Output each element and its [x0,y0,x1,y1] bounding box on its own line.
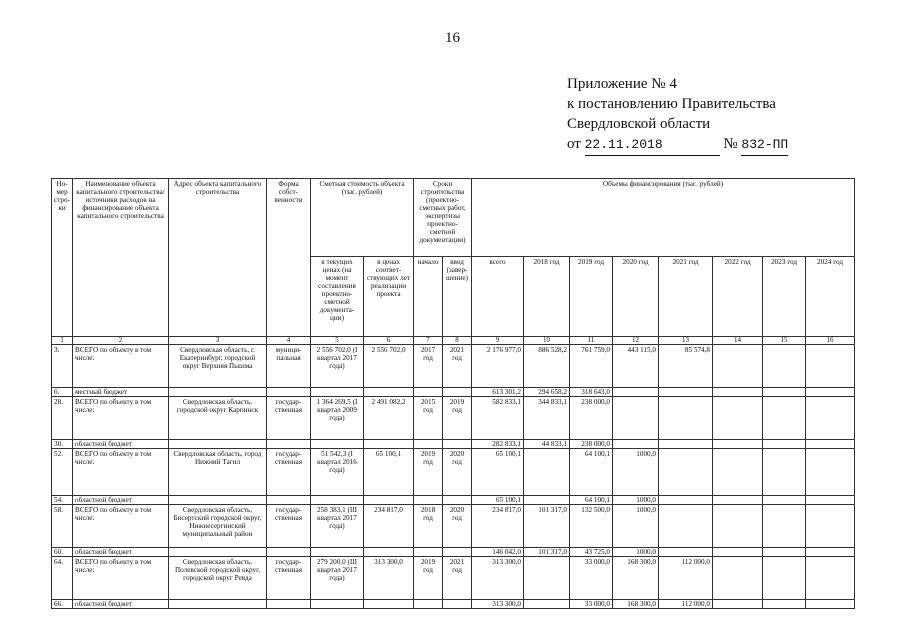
cell-volume-2018 [524,496,570,505]
cell-volume-total: 282 833,1 [472,440,524,449]
cell-volume-2024 [806,345,855,388]
appendix-date-line [567,134,788,156]
cell-volume-2019: 238 000,0 [570,397,613,440]
cell-volume-total: 234 817,0 [472,505,524,548]
header-row-number: Но-мер стро-ки [52,179,73,337]
column-number-cell: 12 [613,337,659,345]
cell-volume-2019: 318 643,0 [570,388,613,397]
cell-term-end [443,600,472,609]
cell-volume-2018 [524,600,570,609]
cell-volume-2022 [713,449,763,496]
cell-term-start: 2019 год [414,557,443,600]
header-year-2018: 2018 год [524,257,570,337]
cell-volume-2018 [524,449,570,496]
budget-source-row [52,600,855,609]
cell-volume-total: 313 300,0 [472,557,524,600]
cell-volume-2024 [806,548,855,557]
column-number-cell: 15 [763,337,806,345]
cell-row-number: 58. [52,505,73,548]
cell-row-number: 30. [52,440,73,449]
column-number-cell: 5 [311,337,364,345]
column-number-cell: 6 [364,337,414,345]
cell-row-number: 64. [52,557,73,600]
cell-cost-realization [364,496,414,505]
cell-volume-2021: 85 574,8 [659,345,713,388]
cell-row-number: 6. [52,388,73,397]
cell-object-address [169,496,267,505]
cell-object-name: ВСЕГО по объекту в том числе: [73,345,169,388]
column-number-cell: 3 [169,337,267,345]
cell-volume-2024 [806,397,855,440]
budget-source-row [52,496,855,505]
cell-volume-2023 [763,600,806,609]
column-number-cell: 9 [472,337,524,345]
cell-volume-2021: 112 000,0 [659,557,713,600]
cell-cost-current [311,600,364,609]
cell-volume-2023 [763,440,806,449]
object-total-row [52,557,855,600]
header-volume-total: всего [472,257,524,337]
header-term-start: начало [414,257,443,337]
cell-object-name: местный бюджет [73,388,169,397]
cell-volume-2022 [713,496,763,505]
cell-ownership: государ-ственная [267,397,311,440]
cell-volume-2021 [659,496,713,505]
cell-volume-2024 [806,557,855,600]
cell-cost-realization: 2 556 702,0 [364,345,414,388]
cell-term-end: 2019 год [443,397,472,440]
cell-object-address [169,440,267,449]
cell-cost-current: 2 556 702,0 (I квартал 2017 года) [311,345,364,388]
date-prefix: от [567,136,581,152]
cell-term-end [443,548,472,557]
header-object-address: Адрес объекта капитального строительства [169,179,267,337]
cell-object-address: Свердловская область, город Нижний Тагил [169,449,267,496]
cell-volume-2024 [806,440,855,449]
cell-volume-total: 2 176 977,0 [472,345,524,388]
cell-volume-2019: 761 759,0 [570,345,613,388]
cell-volume-2020: 1000,0 [613,449,659,496]
cell-volume-2023 [763,548,806,557]
cell-volume-2022 [713,557,763,600]
cell-object-name: ВСЕГО по объекту в том числе: [73,557,169,600]
cell-cost-realization: 234 817,0 [364,505,414,548]
cell-cost-current [311,548,364,557]
header-construction-terms: Сроки строительства (проектно-сметных работ, экспертизы проектно-сметной документации) [414,179,472,257]
header-cost-current: в текущих ценах (на момент составления проектно-сметной документа-ции) [311,257,364,337]
header-year-2022: 2022 год [713,257,763,337]
cell-object-name: областной бюджет [73,440,169,449]
cell-volume-2019: 33 000,0 [570,600,613,609]
cell-volume-2021 [659,397,713,440]
column-number-cell: 13 [659,337,713,345]
cell-volume-2024 [806,505,855,548]
cell-object-name: ВСЕГО по объекту в том числе: [73,505,169,548]
cell-volume-2021 [659,388,713,397]
cell-object-name: областной бюджет [73,548,169,557]
cell-volume-2023 [763,397,806,440]
cell-volume-2019: 238 000,0 [570,440,613,449]
cell-row-number: 3. [52,345,73,388]
cell-volume-2020: 168 300,0 [613,600,659,609]
header-estimated-cost: Сметная стоимость объекта (тыс. рублей) [311,179,414,257]
cell-cost-realization: 2 491 082,2 [364,397,414,440]
cell-volume-2024 [806,600,855,609]
cell-term-end: 2020 год [443,449,472,496]
cell-object-name: областной бюджет [73,496,169,505]
header-cost-realization: в ценах соответ-ствующих лет реализации проекта [364,257,414,337]
column-number-cell: 4 [267,337,311,345]
cell-volume-2019: 64 100,1 [570,496,613,505]
cell-volume-2023 [763,449,806,496]
header-year-2020: 2020 год [613,257,659,337]
cell-object-address [169,548,267,557]
cell-object-address: Свердловская область, Бисертский городской округ, Нижнесергинский муниципальный район [169,505,267,548]
cell-cost-current: 279 200,0 (III квартал 2017 года) [311,557,364,600]
cell-cost-realization: 313 300,0 [364,557,414,600]
cell-volume-2018: 886 528,2 [524,345,570,388]
cell-object-address: Свердловская область, городской округ Карпинск [169,397,267,440]
cell-term-start [414,548,443,557]
cell-ownership [267,548,311,557]
budget-source-row [52,440,855,449]
cell-term-start [414,496,443,505]
cell-term-end: 2021 год [443,345,472,388]
header-row-1 [52,179,855,257]
cell-cost-current [311,440,364,449]
cell-volume-2021 [659,440,713,449]
cell-term-start: 2019 год [414,449,443,496]
header-object-name: Наименование объекта капитального строительства/ источники расходов на финансирование объекта капитального строительства [73,179,169,337]
cell-volume-2019: 132 500,0 [570,505,613,548]
column-number-row [52,337,855,345]
cell-volume-total: 65 100,1 [472,449,524,496]
cell-volume-2024 [806,496,855,505]
cell-volume-2021 [659,449,713,496]
cell-object-address: Свердловская область, г. Екатеринбург, городской округ Верхняя Пышма [169,345,267,388]
budget-source-row [52,388,855,397]
cell-volume-2020: 1000,0 [613,505,659,548]
cell-term-start [414,388,443,397]
cell-volume-2023 [763,557,806,600]
cell-volume-2019: 43 725,0 [570,548,613,557]
cell-volume-2018: 44 833,1 [524,440,570,449]
cell-ownership: государ-ственная [267,505,311,548]
cell-volume-2021: 112 000,0 [659,600,713,609]
cell-object-address: Свердловская область, Полевской городской округ, городской округ Ревда [169,557,267,600]
cell-volume-total: 65 100,1 [472,496,524,505]
cell-volume-2018: 344 833,1 [524,397,570,440]
cell-ownership: государ-ственная [267,449,311,496]
cell-object-address [169,388,267,397]
cell-volume-2022 [713,548,763,557]
cell-object-name: областной бюджет [73,600,169,609]
cell-term-end [443,388,472,397]
cell-object-name: ВСЕГО по объекту в том числе: [73,449,169,496]
header-term-end: ввод (завер-шение) [443,257,472,337]
cell-cost-realization [364,548,414,557]
cell-volume-2021 [659,505,713,548]
cell-ownership [267,600,311,609]
column-number-cell: 16 [806,337,855,345]
cell-volume-2019: 33 000,0 [570,557,613,600]
appendix-region-line: Свердловской области [567,116,711,132]
cell-volume-2022 [713,397,763,440]
header-year-2024: 2024 год [806,257,855,337]
cell-ownership [267,496,311,505]
cell-volume-2020: 1000,0 [613,548,659,557]
cell-ownership: государ-ственная [267,557,311,600]
cell-cost-realization [364,440,414,449]
cell-cost-current: 258 383,1 (III квартал 2017 года) [311,505,364,548]
cell-term-start [414,440,443,449]
cell-cost-current [311,496,364,505]
object-total-row [52,505,855,548]
resolution-date: 22.11.2018 [585,135,720,156]
cell-volume-2018: 101 317,0 [524,548,570,557]
cell-volume-total: 613 301,2 [472,388,524,397]
cell-cost-current: 51 542,3 (I квартал 2016 года) [311,449,364,496]
cell-row-number: 54. [52,496,73,505]
cell-volume-2020: 443 115,0 [613,345,659,388]
cell-volume-2024 [806,449,855,496]
cell-term-end [443,440,472,449]
cell-term-start: 2015 год [414,397,443,440]
cell-term-end: 2021 год [443,557,472,600]
cell-volume-2022 [713,345,763,388]
cell-term-start [414,600,443,609]
appendix-resolution-line: к постановлению Правительства [567,96,776,112]
cell-cost-realization [364,600,414,609]
cell-volume-2020: 168 300,0 [613,557,659,600]
column-number-cell: 2 [73,337,169,345]
cell-cost-current [311,388,364,397]
cell-cost-realization: 65 100,1 [364,449,414,496]
cell-ownership [267,388,311,397]
cell-volume-2022 [713,388,763,397]
resolution-number: 832-ПП [741,135,788,156]
cell-volume-2022 [713,505,763,548]
budget-source-row [52,548,855,557]
header-year-2021: 2021 год [659,257,713,337]
cell-volume-2023 [763,388,806,397]
cell-ownership [267,440,311,449]
page-number: 16 [445,30,460,46]
column-number-cell: 7 [414,337,443,345]
header-financing-volumes: Объемы финансирования (тыс. рублей) [472,179,855,257]
column-number-cell: 14 [713,337,763,345]
cell-term-end: 2020 год [443,505,472,548]
cell-cost-current: 1 364 269,5 (I квартал 2009 года) [311,397,364,440]
cell-volume-2020 [613,440,659,449]
cell-object-address [169,600,267,609]
cell-term-start: 2017 год [414,345,443,388]
cell-volume-2022 [713,600,763,609]
cell-volume-2018: 101 317,0 [524,505,570,548]
cell-volume-total: 146 042,0 [472,548,524,557]
header-ownership: Форма собст-венности [267,179,311,337]
cell-volume-2023 [763,345,806,388]
cell-row-number: 66. [52,600,73,609]
header-year-2023: 2023 год [763,257,806,337]
appendix-title: Приложение № 4 [567,76,677,92]
cell-volume-2024 [806,388,855,397]
cell-volume-2018: 294 658,2 [524,388,570,397]
cell-volume-2023 [763,496,806,505]
column-number-cell: 11 [570,337,613,345]
cell-object-name: ВСЕГО по объекту в том числе: [73,397,169,440]
object-total-row [52,345,855,388]
cell-volume-2021 [659,548,713,557]
column-number-cell: 10 [524,337,570,345]
cell-volume-2020: 1000,0 [613,496,659,505]
column-number-cell: 1 [52,337,73,345]
cell-row-number: 28. [52,397,73,440]
object-total-row [52,449,855,496]
cell-term-end [443,496,472,505]
object-total-row [52,397,855,440]
cell-volume-2020 [613,388,659,397]
column-number-cell: 8 [443,337,472,345]
cell-volume-2022 [713,440,763,449]
header-year-2019: 2019 год [570,257,613,337]
cell-ownership: муници-пальная [267,345,311,388]
cell-row-number: 60. [52,548,73,557]
cell-volume-total: 313 300,0 [472,600,524,609]
cell-volume-2019: 64 100,1 [570,449,613,496]
cell-volume-2023 [763,505,806,548]
cell-volume-2018 [524,557,570,600]
cell-cost-realization [364,388,414,397]
financing-table [51,178,855,609]
appendix-block [567,74,788,156]
cell-row-number: 52. [52,449,73,496]
cell-volume-total: 582 833,1 [472,397,524,440]
cell-term-start: 2018 год [414,505,443,548]
cell-volume-2020 [613,397,659,440]
number-prefix: № [723,136,738,152]
